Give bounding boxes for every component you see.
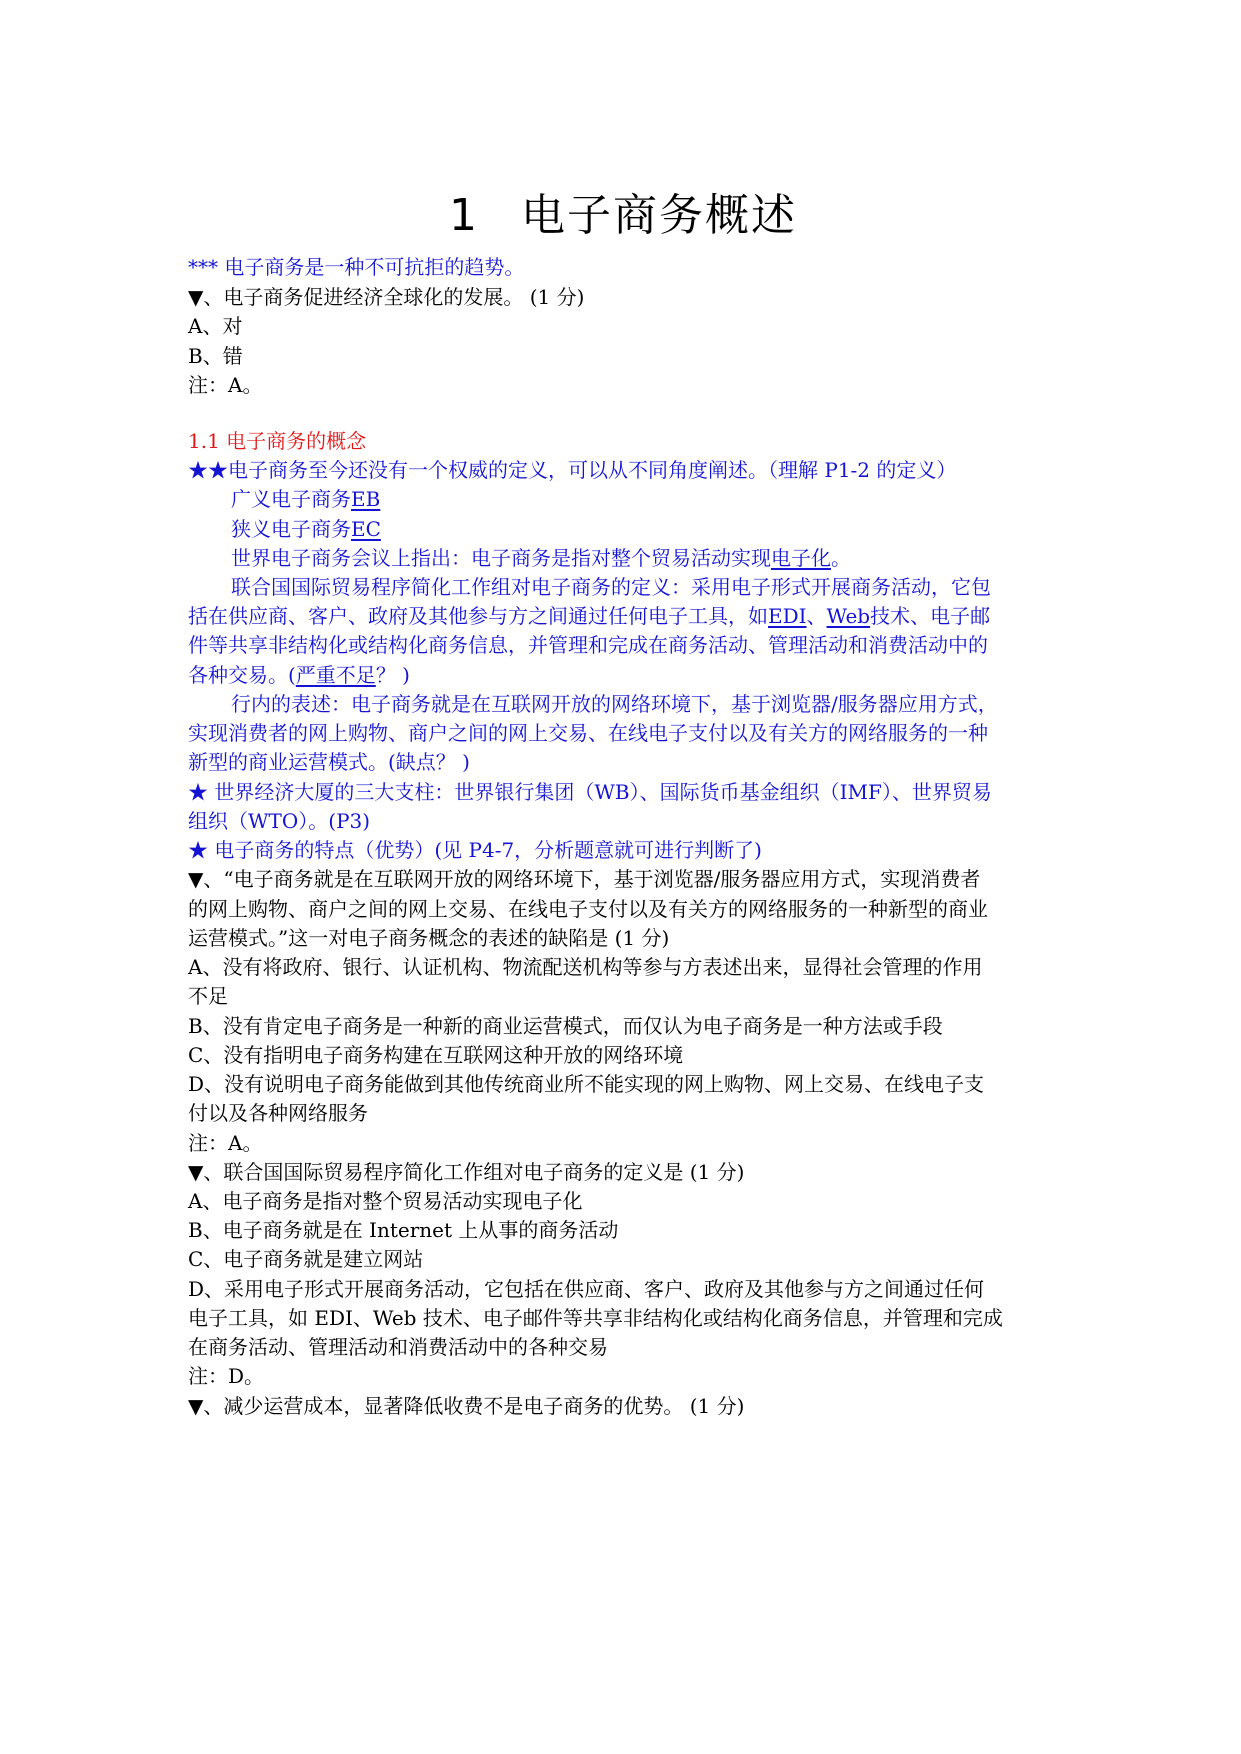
question-3-option-a: A、电子商务是指对整个贸易活动实现电子化 xyxy=(188,1189,583,1213)
definition-world-conference-text: 世界电子商务会议上指出：电子商务是指对整个贸易活动实现 xyxy=(231,546,771,570)
un-definition-line-1: 联合国国际贸易程序简化工作组对电子商务的定义：采用电子形式开展商务活动，它包 xyxy=(231,575,991,599)
question-1-option-b: B、错 xyxy=(188,344,243,368)
definition-narrow-label: 狭义电子商务 xyxy=(231,517,351,541)
question-1-option-a: A、对 xyxy=(188,314,243,338)
un-definition-line-2-text: 括在供应商、客户、政府及其他参与方之间通过任何电子工具，如 xyxy=(188,604,768,628)
question-2-answer: 注：A。 xyxy=(188,1131,263,1155)
definition-world-conference-end: 。 xyxy=(831,546,851,570)
industry-definition-line-2: 实现消费者的网上购物、商户之间的网上交易、在线电子支付以及有关方的网络服务的一种 xyxy=(188,721,988,745)
question-4: ▼、减少运营成本，显著降低收费不是电子商务的优势。 (1 分) xyxy=(188,1394,745,1418)
question-3-option-d-line-2: 电子工具，如 EDI、Web 技术、电子邮件等共享非结构化或结构化商务信息，并管理和完成 xyxy=(188,1306,1003,1330)
question-2-option-d-line-2: 付以及各种网络服务 xyxy=(188,1101,368,1125)
un-definition-line-3: 件等共享非结构化或结构化商务信息，并管理和完成在商务活动、管理活动和消费活动中的 xyxy=(188,633,988,657)
key-point-pillars-line-2: 组织（WTO）。(P3) xyxy=(188,809,371,833)
key-point-pillars-line-1: ★ 世界经济大厦的三大支柱：世界银行集团（WB）、国际货币基金组织（IMF）、世界贸易 xyxy=(188,780,992,804)
un-definition-web: Web xyxy=(826,604,871,628)
chapter-title-text: 电子商务概述 xyxy=(521,190,797,241)
question-3-option-c: C、电子商务就是建立网站 xyxy=(188,1247,424,1271)
question-2-option-a-line-2: 不足 xyxy=(188,984,228,1008)
question-2-option-c: C、没有指明电子商务构建在互联网这种开放的网络环境 xyxy=(188,1043,684,1067)
un-definition-line-4-text: 各种交易。( xyxy=(188,663,296,687)
question-2-line-2: 的网上购物、商户之间的网上交易、在线电子支付以及有关方的网络服务的一种新型的商业 xyxy=(188,897,988,921)
un-definition-critique: 严重不足 xyxy=(295,663,376,687)
question-1-answer: 注：A。 xyxy=(188,373,263,397)
un-definition-sep: 、 xyxy=(806,604,827,628)
chapter-number: 1 xyxy=(449,190,479,241)
un-definition-line-2-end: 技术、电子邮 xyxy=(870,604,991,628)
question-2-line-1: ▼、“电子商务就是在互联网开放的网络环境下，基于浏览器/服务器应用方式，实现消费者 xyxy=(188,867,981,891)
un-definition-edi: EDI xyxy=(768,604,807,628)
question-3-option-b: B、电子商务就是在 Internet 上从事的商务活动 xyxy=(188,1218,619,1242)
question-2-option-b: B、没有肯定电子商务是一种新的商业运营模式，而仅认为电子商务是一种方法或手段 xyxy=(188,1014,943,1038)
definition-world-conference-key: 电子化 xyxy=(771,546,831,570)
question-1: ▼、电子商务促进经济全球化的发展。 (1 分) xyxy=(188,285,585,309)
question-3-answer: 注：D。 xyxy=(188,1364,265,1388)
industry-definition-line-1: 行内的表述：电子商务就是在互联网开放的网络环境下，基于浏览器/服务器应用方式， xyxy=(231,692,998,716)
definition-broad-abbr: EB xyxy=(351,487,381,511)
industry-definition-line-3: 新型的商业运营模式。(缺点？ ) xyxy=(188,750,470,774)
question-2-option-d-line-1: D、没有说明电子商务能做到其他传统商业所不能实现的网上购物、网上交易、在线电子支 xyxy=(188,1072,985,1096)
question-3-option-d-line-1: D、采用电子形式开展商务活动，它包括在供应商、客户、政府及其他参与方之间通过任何 xyxy=(188,1277,985,1301)
key-point-features: ★ 电子商务的特点（优势）(见 P4-7，分析题意就可进行判断了) xyxy=(188,838,762,862)
key-point-definition: ★★电子商务至今还没有一个权威的定义，可以从不同角度阐述。（理解 P1-2 的定义） xyxy=(188,458,957,482)
question-2-option-a-line-1: A、没有将政府、银行、认证机构、物流配送机构等参与方表述出来，显得社会管理的作用 xyxy=(188,955,983,979)
definition-narrow-abbr: EC xyxy=(351,517,381,541)
question-2-line-3: 运营模式。”这一对电子商务概念的表述的缺陷是 (1 分) xyxy=(188,926,670,950)
intro-statement: *** 电子商务是一种不可抗拒的趋势。 xyxy=(188,255,525,279)
un-definition-line-4-end: ？ ) xyxy=(375,663,410,687)
section-heading-1-1: 1.1 电子商务的概念 xyxy=(188,429,367,453)
question-3-option-d-line-3: 在商务活动、管理活动和消费活动中的各种交易 xyxy=(188,1335,608,1359)
definition-broad xyxy=(231,483,1058,516)
chapter-title xyxy=(188,190,1058,242)
question-3: ▼、联合国国际贸易程序简化工作组对电子商务的定义是 (1 分) xyxy=(188,1160,745,1184)
definition-broad-label: 广义电子商务 xyxy=(231,487,351,511)
